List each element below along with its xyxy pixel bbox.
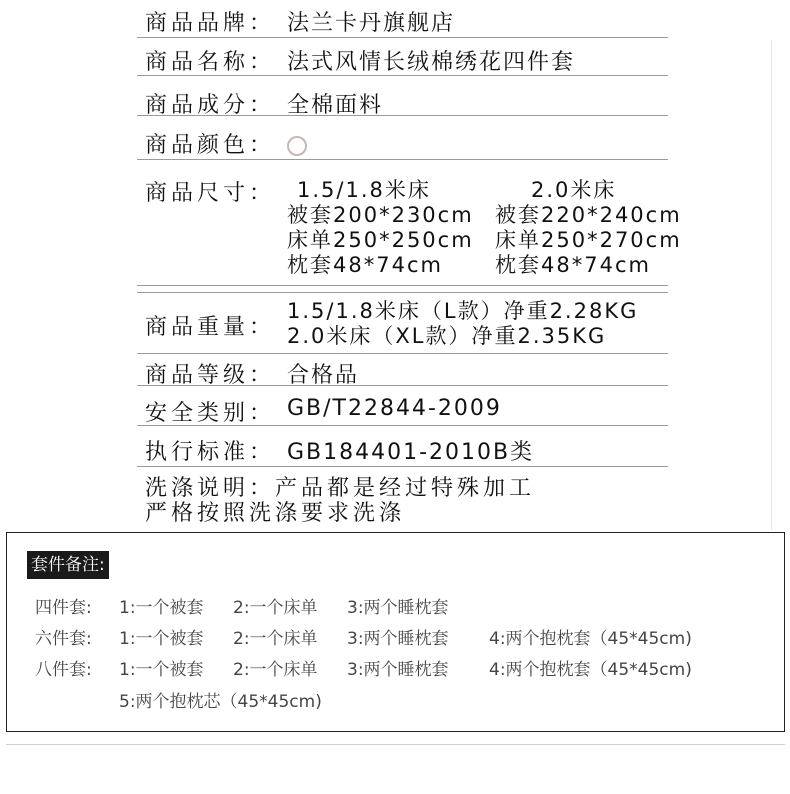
set-notes-title: 套件备注: — [27, 551, 109, 579]
notes-item: 1:一个被套 — [119, 660, 204, 680]
safety-value: GB/T22844-2009 — [287, 396, 502, 421]
name-value: 法式风情长绒棉绣花四件套 — [287, 50, 576, 75]
size-column-2 — [495, 178, 682, 278]
vertical-guide-line — [771, 40, 772, 530]
size-col1-line: 枕套48*74cm — [287, 253, 443, 277]
size-col2-line: 枕套48*74cm — [495, 253, 651, 277]
notes-item: 1:一个被套 — [119, 629, 204, 649]
standard-value: GB184401-2010B类 — [287, 440, 535, 465]
notes-item: 2:一个床单 — [233, 629, 318, 649]
material-value: 全棉面料 — [287, 93, 384, 118]
spec-row-material — [137, 76, 668, 116]
color-swatch — [287, 132, 307, 157]
size-col2-line: 床单250*270cm — [495, 228, 682, 252]
notes-row-label: 六件套: — [35, 629, 92, 649]
color-label: 商品颜色： — [145, 133, 276, 158]
notes-row-label: 四件套: — [35, 598, 92, 618]
size-col1-line: 床单250*250cm — [287, 228, 474, 252]
weight-values — [287, 299, 638, 349]
wash-line: 严格按照洗涤要求洗涤 — [145, 501, 406, 526]
spec-row-color — [137, 116, 668, 160]
notes-item: 3:两个睡枕套 — [347, 598, 449, 618]
brand-label: 商品品牌： — [145, 11, 276, 36]
grade-value: 合格品 — [287, 363, 360, 388]
size-col2-line: 2.0米床 — [531, 178, 617, 202]
spec-row-grade — [137, 354, 668, 386]
notes-item: 4:两个抱枕套（45*45cm) — [489, 629, 692, 649]
bottom-divider — [6, 744, 785, 745]
notes-item: 1:一个被套 — [119, 598, 204, 618]
weight-line: 1.5/1.8米床（L款）净重2.28KG — [287, 299, 639, 323]
spec-row-weight — [137, 292, 668, 354]
notes-item: 2:一个床单 — [233, 660, 318, 680]
size-column-1 — [287, 178, 474, 278]
spec-row-size — [137, 160, 682, 286]
size-col1-line: 被套200*230cm — [287, 203, 474, 227]
notes-item: 4:两个抱枕套（45*45cm) — [489, 660, 692, 680]
material-label: 商品成分： — [145, 93, 276, 118]
spec-row-standard — [137, 426, 668, 467]
spec-row-safety — [137, 386, 668, 426]
wash-instructions — [145, 476, 535, 526]
notes-item: 3:两个睡枕套 — [347, 629, 449, 649]
spec-row-name — [137, 38, 668, 76]
size-col1-line: 1.5/1.8米床 — [297, 178, 431, 202]
safety-label: 安全类别： — [145, 401, 276, 426]
spec-row-brand — [137, 0, 668, 38]
notes-row-label: 八件套: — [35, 660, 92, 680]
standard-label: 执行标准： — [145, 440, 276, 465]
notes-item: 3:两个睡枕套 — [347, 660, 449, 680]
name-label: 商品名称： — [145, 50, 276, 75]
size-label: 商品尺寸： — [145, 181, 276, 206]
grade-label: 商品等级： — [145, 363, 276, 388]
brand-value: 法兰卡丹旗舰店 — [287, 11, 456, 36]
wash-line: 洗涤说明：产品都是经过特殊加工 — [145, 476, 536, 501]
notes-item: 2:一个床单 — [233, 598, 318, 618]
size-col2-line: 被套220*240cm — [495, 203, 682, 227]
weight-label: 商品重量： — [145, 315, 276, 340]
notes-item: 5:两个抱枕芯（45*45cm) — [119, 692, 322, 712]
weight-line: 2.0米床（XL款）净重2.35KG — [287, 324, 607, 348]
color-swatch-circle — [287, 136, 307, 156]
set-notes-box — [6, 532, 785, 732]
